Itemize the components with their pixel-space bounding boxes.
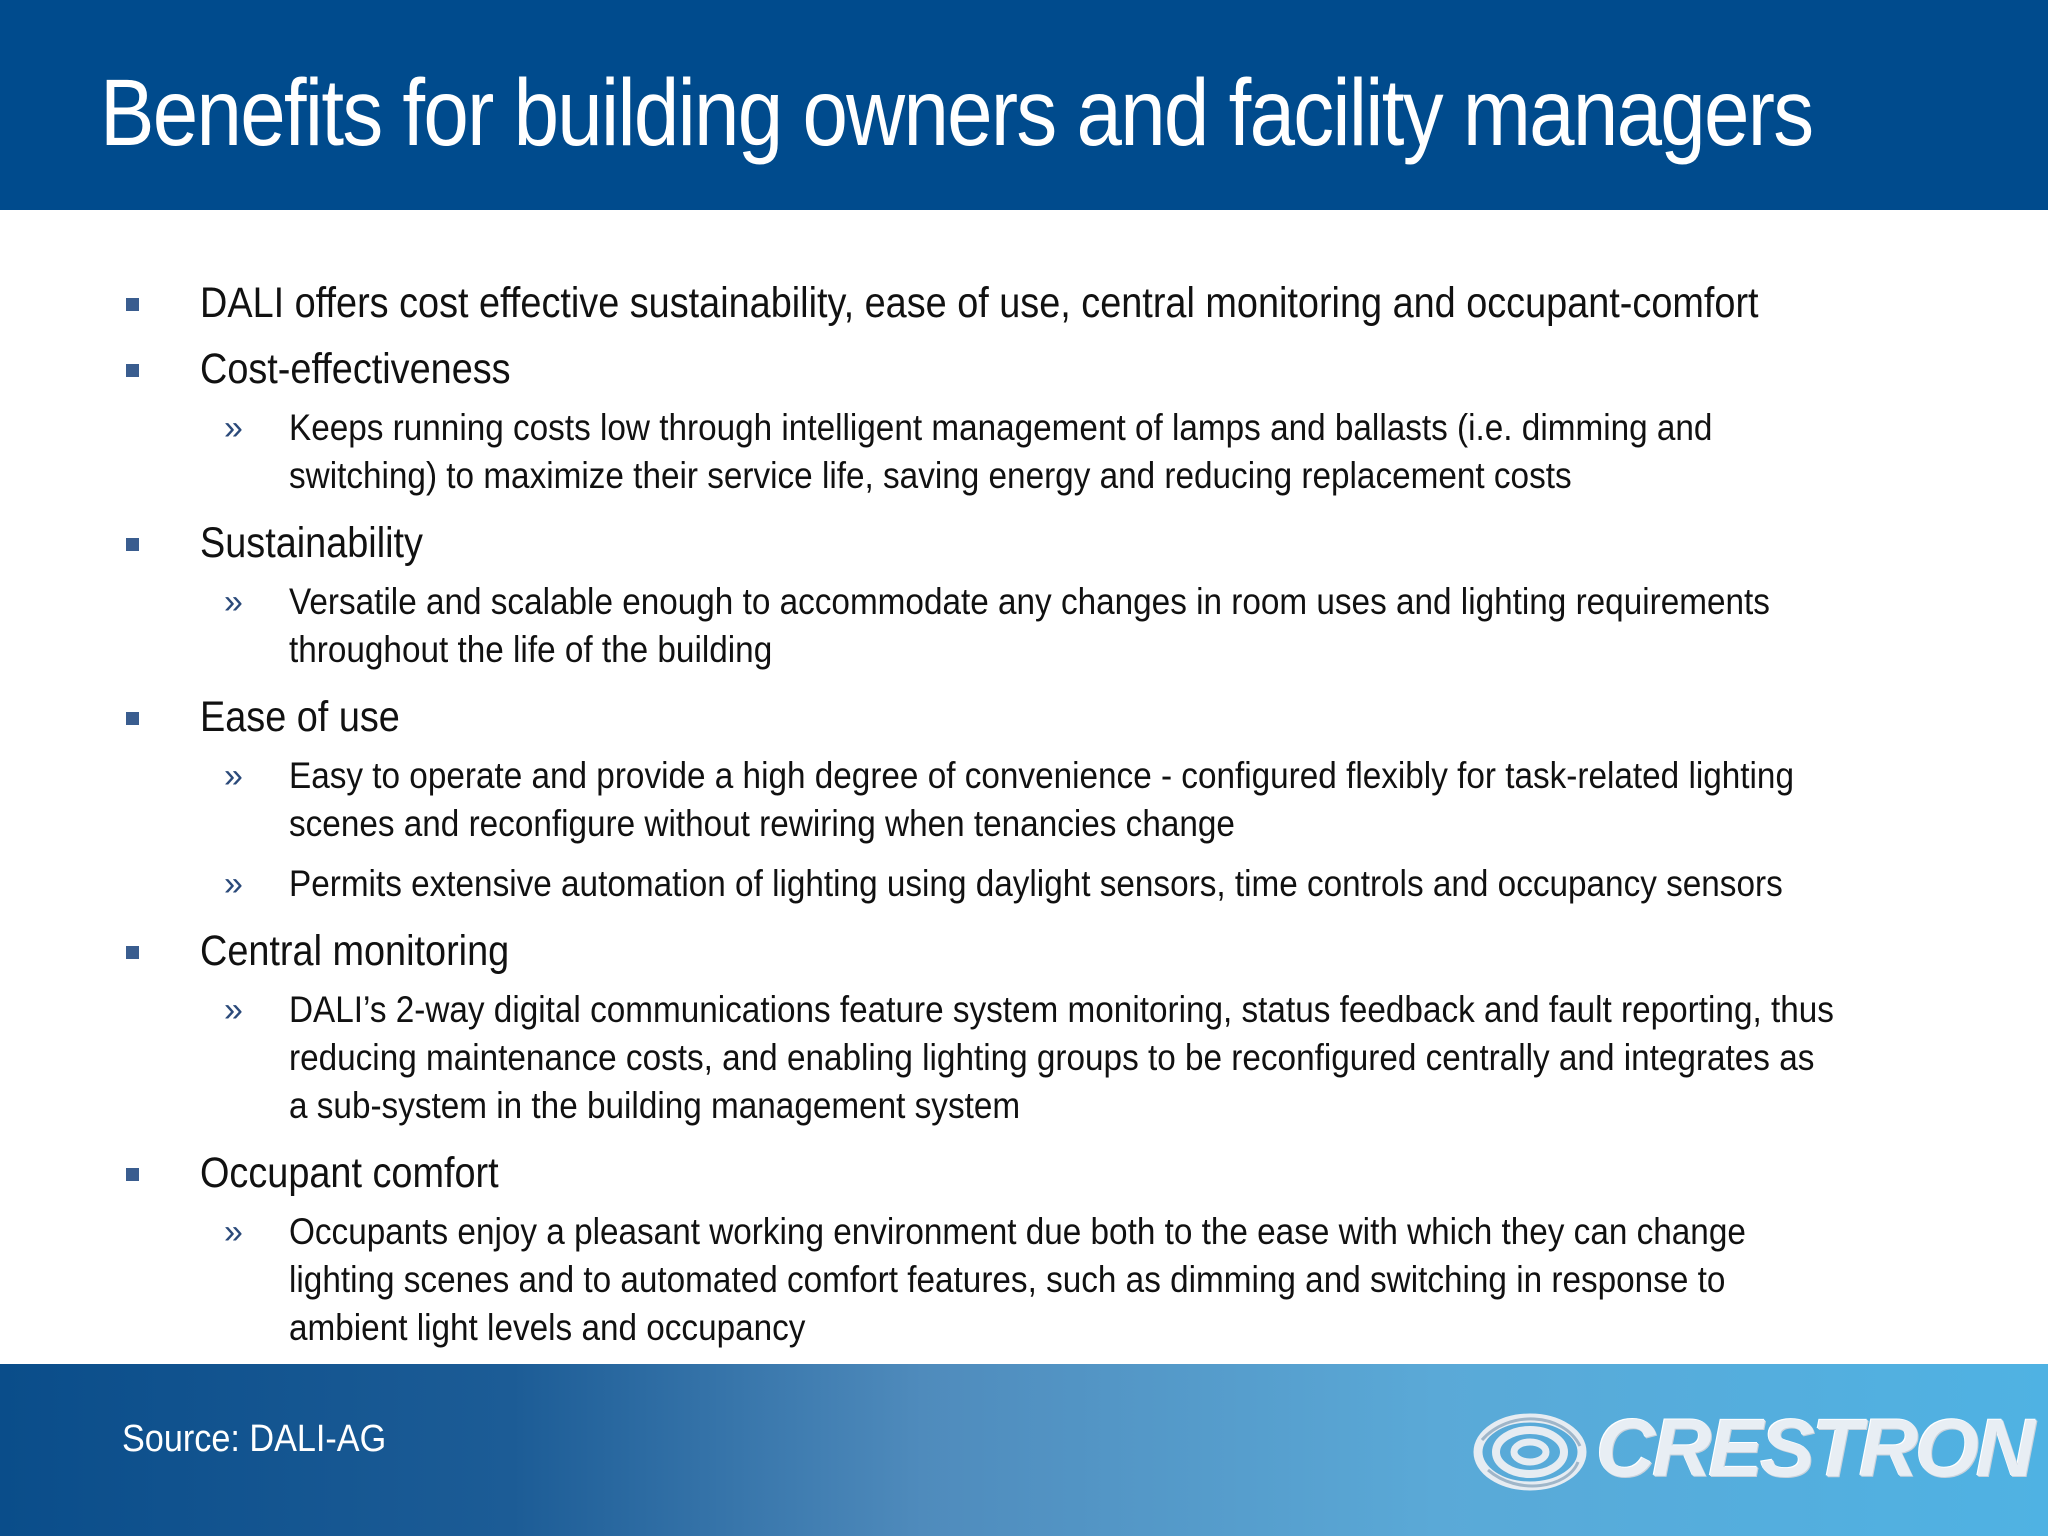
- chevron-right-icon: »: [224, 583, 243, 621]
- bullet-item-cost-effectiveness: [0, 336, 2048, 510]
- square-bullet-icon: [126, 946, 139, 959]
- bullet-text: Occupant comfort: [200, 1149, 499, 1197]
- square-bullet-icon: [126, 298, 139, 311]
- bullet-text: Cost-effectiveness: [200, 345, 511, 393]
- chevron-right-icon: »: [224, 1213, 243, 1251]
- bullet-item-ease-of-use: [0, 684, 2048, 918]
- sub-bullet: [0, 402, 2048, 510]
- sub-bullet-text: Versatile and scalable enough to accommodate any changes in room uses and lighting requirements throughout the life of the building: [289, 581, 1770, 670]
- sub-bullet-text: Permits extensive automation of lighting using daylight sensors, time controls and occupancy sensors: [289, 863, 1783, 904]
- sub-bullet: [0, 984, 2048, 1140]
- bullet-list: [0, 270, 2048, 1362]
- crestron-wordmark: CRESTRON: [1596, 1403, 2033, 1494]
- sub-bullet: [0, 1206, 2048, 1362]
- sub-bullet: [0, 750, 2048, 858]
- bullet-text: DALI offers cost effective sustainability, ease of use, central monitoring and occupant-comfort: [200, 279, 1759, 327]
- footer-band: [0, 1364, 2048, 1536]
- sub-bullet: [0, 576, 2048, 684]
- square-bullet-icon: [126, 538, 139, 551]
- source-note: Source: DALI-AG: [122, 1418, 387, 1460]
- square-bullet-icon: [126, 1168, 139, 1181]
- bullet-text: Sustainability: [200, 519, 423, 567]
- chevron-right-icon: »: [224, 991, 243, 1029]
- chevron-right-icon: »: [224, 865, 243, 903]
- bullet-item-overview: [0, 270, 2048, 336]
- sub-bullet-text: Occupants enjoy a pleasant working environment due both to the ease with which they can change lighting scenes and to automated comfort features, such as dimming and switching in response to ambient light levels and occupancy: [289, 1211, 1746, 1348]
- chevron-right-icon: »: [224, 409, 243, 447]
- sub-bullet-text: Keeps running costs low through intelligent management of lamps and ballasts (i.e. dimming and switching) to maximize their service life, saving energy and reducing replacement costs: [289, 407, 1713, 496]
- chevron-right-icon: »: [224, 757, 243, 795]
- bullet-item-occupant-comfort: [0, 1140, 2048, 1362]
- slide-title: Benefits for building owners and facility managers: [100, 60, 1813, 166]
- sub-bullet-text: Easy to operate and provide a high degree of convenience - configured flexibly for task-related lighting scenes and reconfigure without rewiring when tenancies change: [289, 755, 1794, 844]
- title-bar: [0, 0, 2048, 210]
- bullet-item-sustainability: [0, 510, 2048, 684]
- bullet-item-central-monitoring: [0, 918, 2048, 1140]
- square-bullet-icon: [126, 712, 139, 725]
- square-bullet-icon: [126, 364, 139, 377]
- bullet-text: Ease of use: [200, 693, 400, 741]
- bullet-text: Central monitoring: [200, 927, 510, 975]
- crestron-logo: [1468, 1400, 2033, 1500]
- swirl-logo-icon: [1468, 1400, 1588, 1500]
- sub-bullet: [0, 858, 2048, 918]
- sub-bullet-text: DALI’s 2-way digital communications feature system monitoring, status feedback and fault reporting, thus reducing maintenance costs, and enabling lighting groups to be reconfigured centrally and integrates as a sub-system in the building management system: [289, 989, 1834, 1126]
